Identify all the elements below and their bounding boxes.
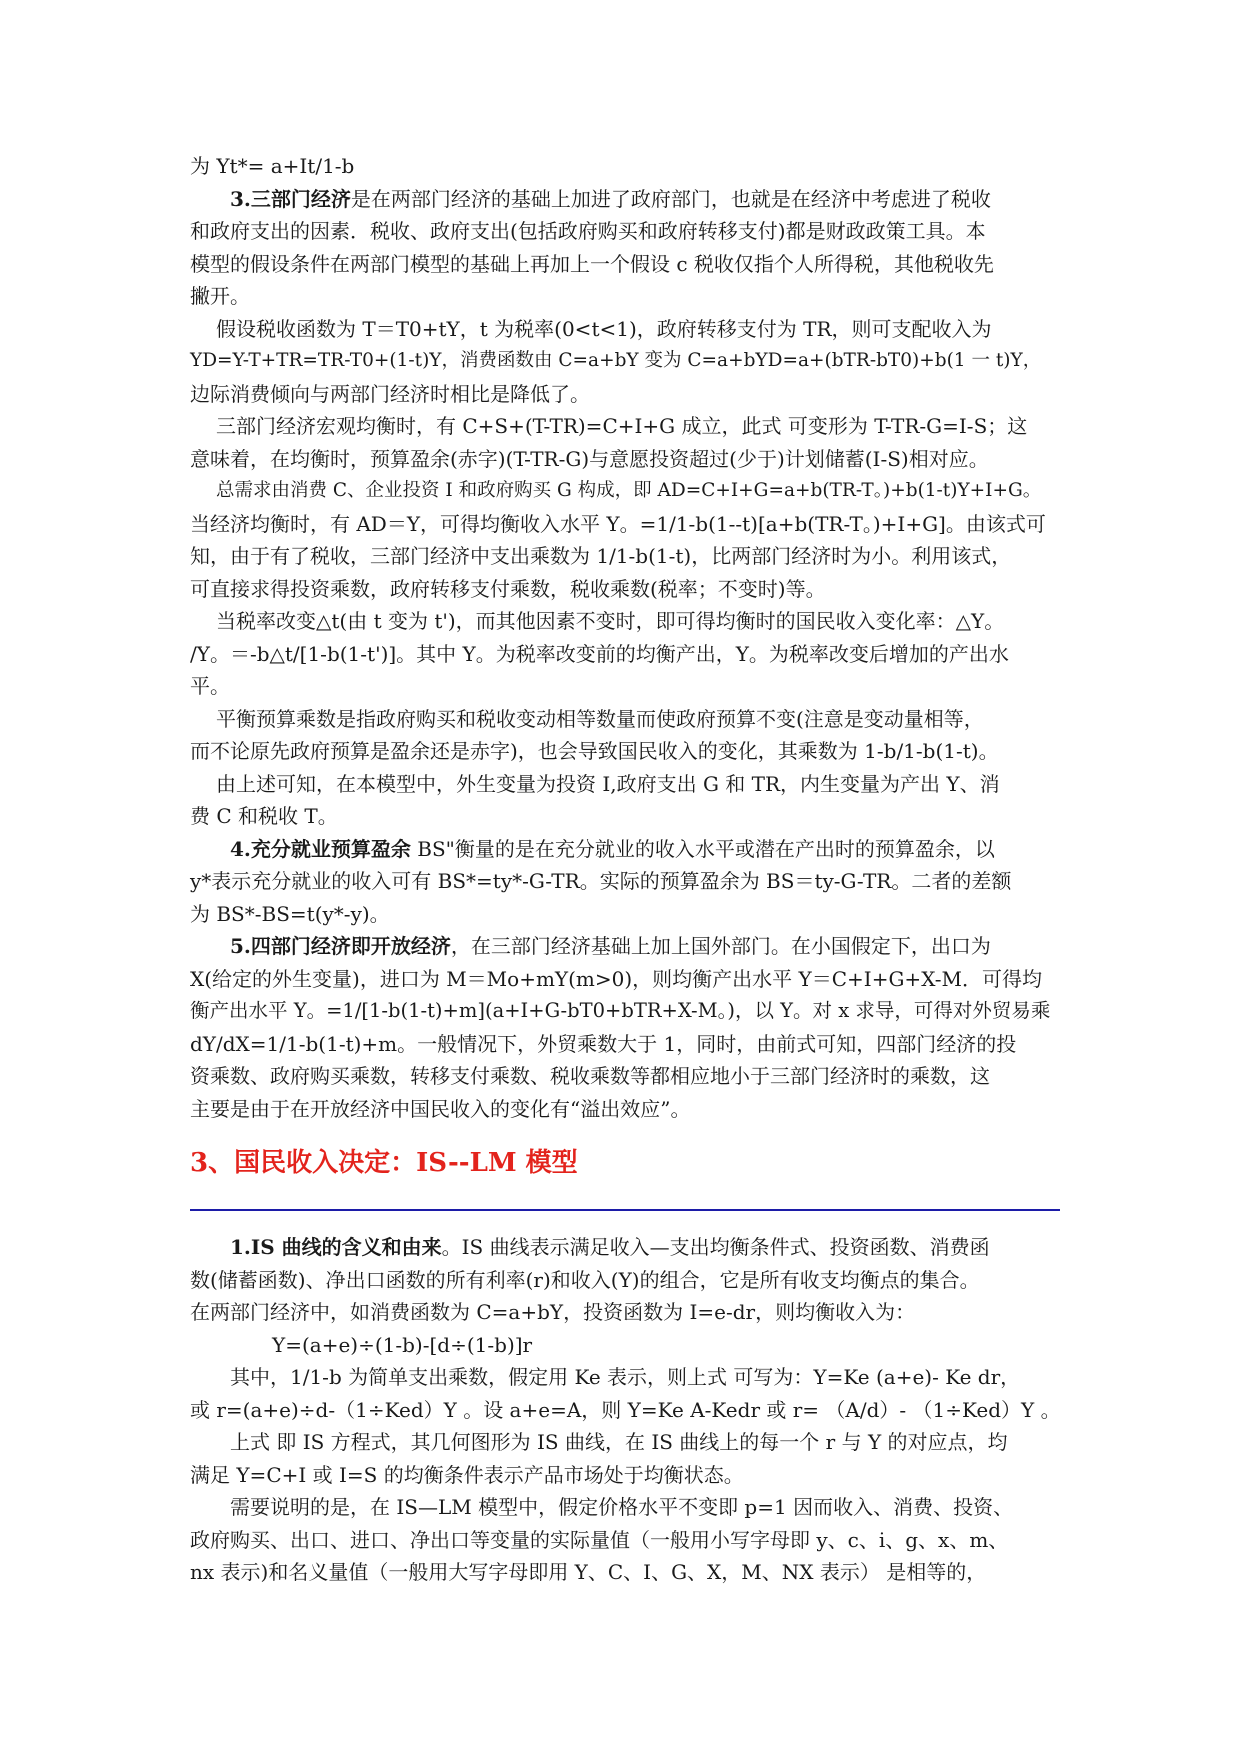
section-5-first-line (190, 930, 1060, 963)
text-line: 知，由于有了税收，三部门经济中支出乘数为 1/1-b(1-t)，比两部门经济时为小。利用该式， (190, 544, 1012, 568)
section-3-title: 3.三部门经济 (230, 186, 351, 211)
text-line: 上式 即 IS 方程式，其几何图形为 IS 曲线，在 IS 曲线上的每一个 r 与 Y 的对应点，均 (230, 1430, 1008, 1454)
text-line: 需要说明的是，在 IS—LM 模型中，假定价格水平不变即 p=1 因而收入、消费、投资、 (230, 1495, 1014, 1519)
text-line: 三部门经济宏观均衡时，有 C+S+(T-TR)=C+I+G 成立，此式 可变形为 T-TR-G=I-S；这 (216, 414, 1028, 438)
section-3-text: 是在两部门经济的基础上加进了政府部门，也就是在经济中考虑进了税收 (350, 186, 991, 211)
text-line: 意味着，在均衡时，预算盈余(赤字)(T-TR-G)与意愿投资超过(少于)计划储蓄(I-S)相对应。 (190, 446, 989, 471)
text-line: 在两部门经济中，如消费函数为 C=a+bY，投资函数为 I=e-dr，则均衡收入为： (190, 1300, 916, 1324)
text-line: 模型的假设条件在两部门模型的基础上再加上一个假设 c 税收仅指个人所得税，其他税收先 (190, 251, 994, 276)
text-line: 假设税收函数为 T＝T0+tY，t 为税率(0<t<1)，政府转移支付为 TR，则可支配收入为 (216, 316, 992, 341)
is-curve-text: 。IS 曲线表示满足收入—支出均衡条件式、投资函数、消费函 (441, 1235, 990, 1259)
text-line: 边际消费倾向与两部门经济时相比是降低了。 (190, 381, 590, 406)
text-line: nx 表示)和名义量值（一般用大写字母即用 Y、C、I、G、X，M、NX 表示） 是相等的， (190, 1560, 987, 1584)
text-line: dY/dX=1/1-b(1-t)+m。一般情况下，外贸乘数大于 1，同时，由前式可知，四部门经济的投 (190, 1031, 1017, 1056)
text-line: YD=Y-T+TR=TR-T0+(1-t)Y，消费函数由 C=a+bY 变为 C=a+bYD=a+(bTR-bT0)+b(1 一 t)Y， (190, 350, 1042, 371)
text-line: 主要是由于在开放经济中国民收入的变化有“溢出效应”。 (190, 1096, 691, 1121)
text-line: y*表示充分就业的收入可有 BS*=ty*-G-TR。实际的预算盈余为 BS＝ty-G-TR。二者的差额 (190, 869, 1012, 893)
text-line: 总需求由消费 C、企业投资 I 和政府购买 G 构成，即 AD=C+I+G=a+b(TR-T。)+b(1-t)Y+I+G。 (216, 480, 1042, 501)
text-line: 而不论原先政府预算是盈余还是赤字)，也会导致国民收入的变化，其乘数为 1-b/1-b(1-t)。 (190, 739, 999, 763)
section-3-first-line (190, 183, 1060, 216)
is-formula: Y=(a+e)÷(1-b)-[d÷(1-b)]r (272, 1332, 533, 1357)
section-4-title: 4.充分就业预算盈余 (230, 836, 411, 861)
is-first-line (190, 1231, 1060, 1264)
text-line: 数(储蓄函数)、净出口函数的所有利率(r)和收入(Y)的组合，它是所有收支均衡点的集合。 (190, 1267, 980, 1292)
section-heading: 3、国民收入决定：IS--LM 模型 (190, 1148, 578, 1178)
text-line: 和政府支出的因素．税收、政府支出(包括政府购买和政府转移支付)都是财政政策工具。本 (190, 219, 986, 243)
text-line: 平衡预算乘数是指政府购买和税收变动相等数量而使政府预算不变(注意是变动量相等， (216, 706, 984, 731)
text-line: 为 Yt*= a+It/1-b (190, 154, 355, 178)
text-line: 可直接求得投资乘数，政府转移支付乘数，税收乘数(税率；不变时)等。 (190, 576, 826, 601)
text-line: 衡产出水平 Y。=1/[1-b(1-t)+m](a+I+G-bT0+bTR+X-M。)，以 Y。对 x 求导，可得对外贸易乘 (190, 999, 1051, 1022)
section-5-title: 5.四部门经济即开放经济 (230, 934, 451, 958)
text-line: 当经济均衡时，有 AD＝Y，可得均衡收入水平 Y。=1/1-b(1--t)[a+b(TR-T。)+I+G]。由该式可 (190, 511, 1046, 536)
is-curve-title: 1.IS 曲线的含义和由来 (230, 1235, 442, 1259)
document-page (190, 150, 1060, 1589)
text-line: 或 r=(a+e)÷d-（1÷Ked）Y 。设 a+e=A，则 Y=Ke A-Kedr 或 r= （A/d）- （1÷Ked）Y 。 (190, 1397, 1061, 1422)
text-line: 撇开。 (190, 284, 250, 308)
text-line: 为 BS*-BS=t(y*-y)。 (190, 901, 390, 926)
text-line: X(给定的外生变量)，进口为 M＝Mo+mY(m>0)，则均衡产出水平 Y＝C+I+G+X-M．可得均 (190, 966, 1042, 991)
horizontal-divider (190, 1209, 1060, 1211)
text-line: 当税率改变△t(由 t 变为 t')，而其他因素不变时，即可得均衡时的国民收入变化率：△Y。 (216, 609, 1005, 633)
text-line: 政府购买、出口、进口、净出口等变量的实际量值（一般用小写字母即 y、c、i、g、x、m、 (190, 1527, 1009, 1552)
section-5-text: ，在三部门经济基础上加上国外部门。在小国假定下，出口为 (450, 934, 991, 958)
text-line: 其中，1/1-b 为简单支出乘数，假定用 Ke 表示，则上式 可写为：Y=Ke (a+e)- Ke dr， (230, 1365, 1021, 1389)
text-line: 平。 (190, 674, 230, 698)
text-line: 满足 Y=C+I 或 I=S 的均衡条件表示产品市场处于均衡状态。 (190, 1462, 744, 1487)
text-line: /Y。＝-b△t/[1-b(1-t')]。其中 Y。为税率改变前的均衡产出，Y。为税率改变后增加的产出水 (190, 641, 1009, 666)
text-line: 由上述可知，在本模型中，外生变量为投资 I,政府支出 G 和 TR，内生变量为产出 Y、消 (216, 771, 1000, 796)
section-4-text: BS"衡量的是在充分就业的收入水平或潜在产出时的预算盈余，以 (410, 836, 995, 861)
section-4-first-line (190, 833, 1060, 866)
text-line: 费 C 和税收 T。 (190, 804, 338, 828)
text-line: 资乘数、政府购买乘数，转移支付乘数、税收乘数等都相应地小于三部门经济时的乘数，这 (190, 1064, 990, 1088)
